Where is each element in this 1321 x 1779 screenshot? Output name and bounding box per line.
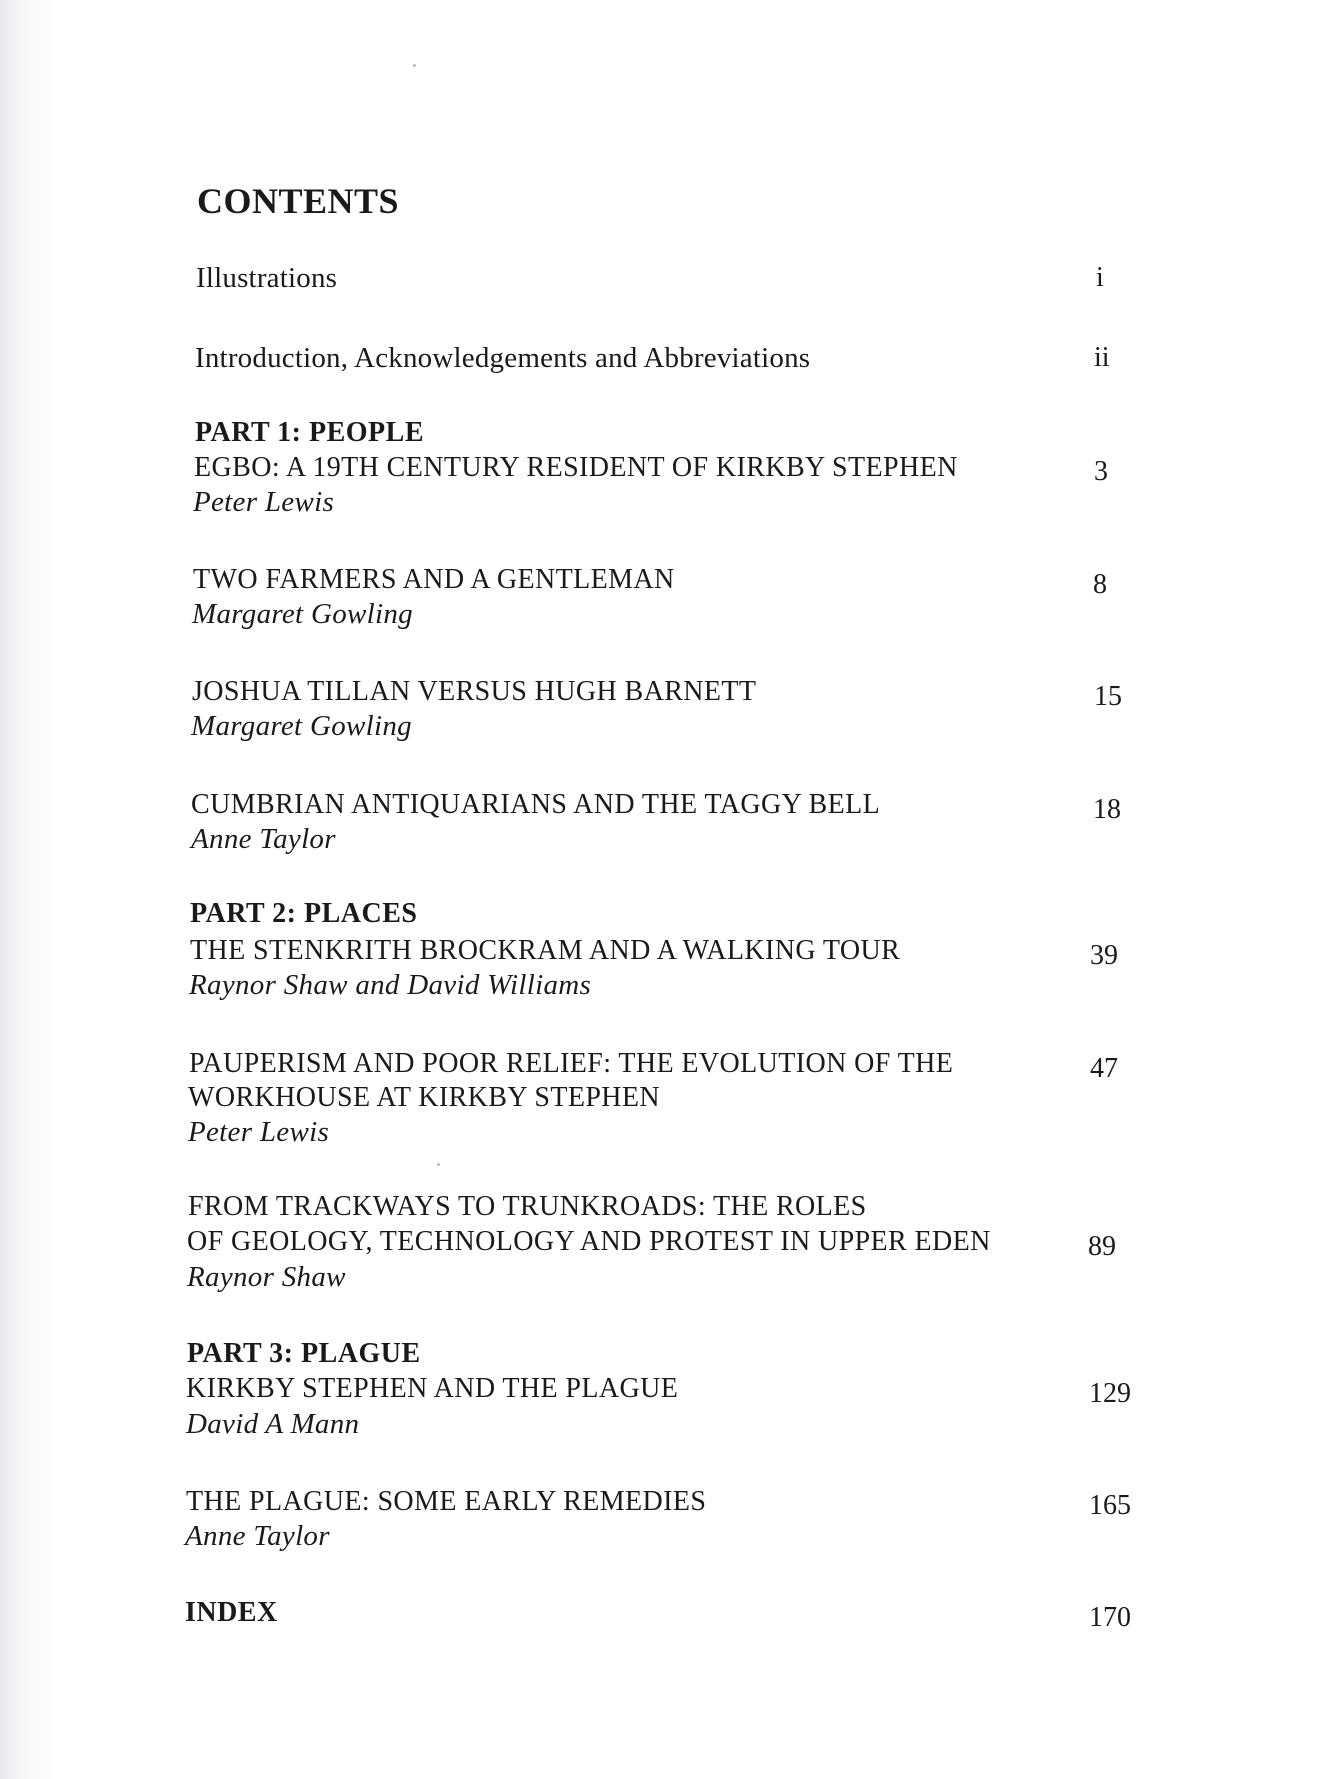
toc-title-plague-remedies: THE PLAGUE: SOME EARLY REMEDIES (186, 1486, 707, 1517)
toc-author-pauperism: Peter Lewis (188, 1116, 330, 1148)
toc-page-illustrations: i (1096, 262, 1104, 293)
toc-author-stenkrith-brockram: Raynor Shaw and David Williams (189, 969, 592, 1001)
page-title: CONTENTS (197, 181, 400, 221)
toc-title-pauperism-line2: WORKHOUSE AT KIRKBY STEPHEN (188, 1082, 661, 1113)
toc-page-two-farmers: 8 (1093, 569, 1107, 600)
toc-title-pauperism-line1: PAUPERISM AND POOR RELIEF: THE EVOLUTION OF THE (189, 1048, 954, 1079)
toc-title-two-farmers: TWO FARMERS AND A GENTLEMAN (193, 564, 675, 595)
toc-title-trackways-line1: FROM TRACKWAYS TO TRUNKROADS: THE ROLES (188, 1191, 867, 1222)
toc-title-kirkby-plague: KIRKBY STEPHEN AND THE PLAGUE (186, 1373, 679, 1404)
toc-page-joshua-tillan: 15 (1094, 681, 1122, 712)
part2-heading: PART 2: PLACES (190, 898, 418, 929)
toc-author-plague-remedies: Anne Taylor (185, 1520, 330, 1552)
paper-speck (437, 1163, 440, 1166)
toc-author-cumbrian-antiquarians: Anne Taylor (191, 823, 336, 855)
toc-title-stenkrith-brockram: THE STENKRITH BROCKRAM AND A WALKING TOUR (190, 935, 901, 966)
toc-page-pauperism: 47 (1090, 1053, 1118, 1084)
toc-page-kirkby-plague: 129 (1089, 1378, 1131, 1409)
toc-title-trackways-line2: OF GEOLOGY, TECHNOLOGY AND PROTEST IN UPPER EDEN (187, 1226, 991, 1257)
toc-title-egbo: EGBO: A 19TH CENTURY RESIDENT OF KIRKBY STEPHEN (194, 452, 958, 483)
toc-page-index: 170 (1089, 1602, 1131, 1633)
toc-author-joshua-tillan: Margaret Gowling (191, 710, 412, 742)
toc-author-kirkby-plague: David A Mann (186, 1408, 360, 1440)
toc-page-trackways: 89 (1088, 1231, 1116, 1262)
toc-page-cumbrian-antiquarians: 18 (1093, 794, 1121, 825)
toc-author-two-farmers: Margaret Gowling (192, 598, 413, 630)
toc-page-egbo: 3 (1094, 456, 1108, 487)
toc-title-cumbrian-antiquarians: CUMBRIAN ANTIQUARIANS AND THE TAGGY BELL (191, 789, 881, 820)
toc-page-stenkrith-brockram: 39 (1090, 940, 1118, 971)
toc-title-introduction: Introduction, Acknowledgements and Abbreviations (195, 342, 811, 374)
toc-page-introduction: ii (1094, 342, 1110, 373)
paper-speck (413, 64, 416, 67)
toc-author-trackways: Raynor Shaw (187, 1261, 346, 1293)
toc-title-illustrations: Illustrations (196, 262, 338, 294)
part1-heading: PART 1: PEOPLE (195, 417, 424, 448)
toc-author-egbo: Peter Lewis (193, 486, 335, 518)
toc-page-plague-remedies: 165 (1089, 1490, 1131, 1521)
index-heading: INDEX (185, 1597, 278, 1628)
part3-heading: PART 3: PLAGUE (187, 1338, 421, 1369)
toc-title-joshua-tillan: JOSHUA TILLAN VERSUS HUGH BARNETT (192, 676, 757, 707)
